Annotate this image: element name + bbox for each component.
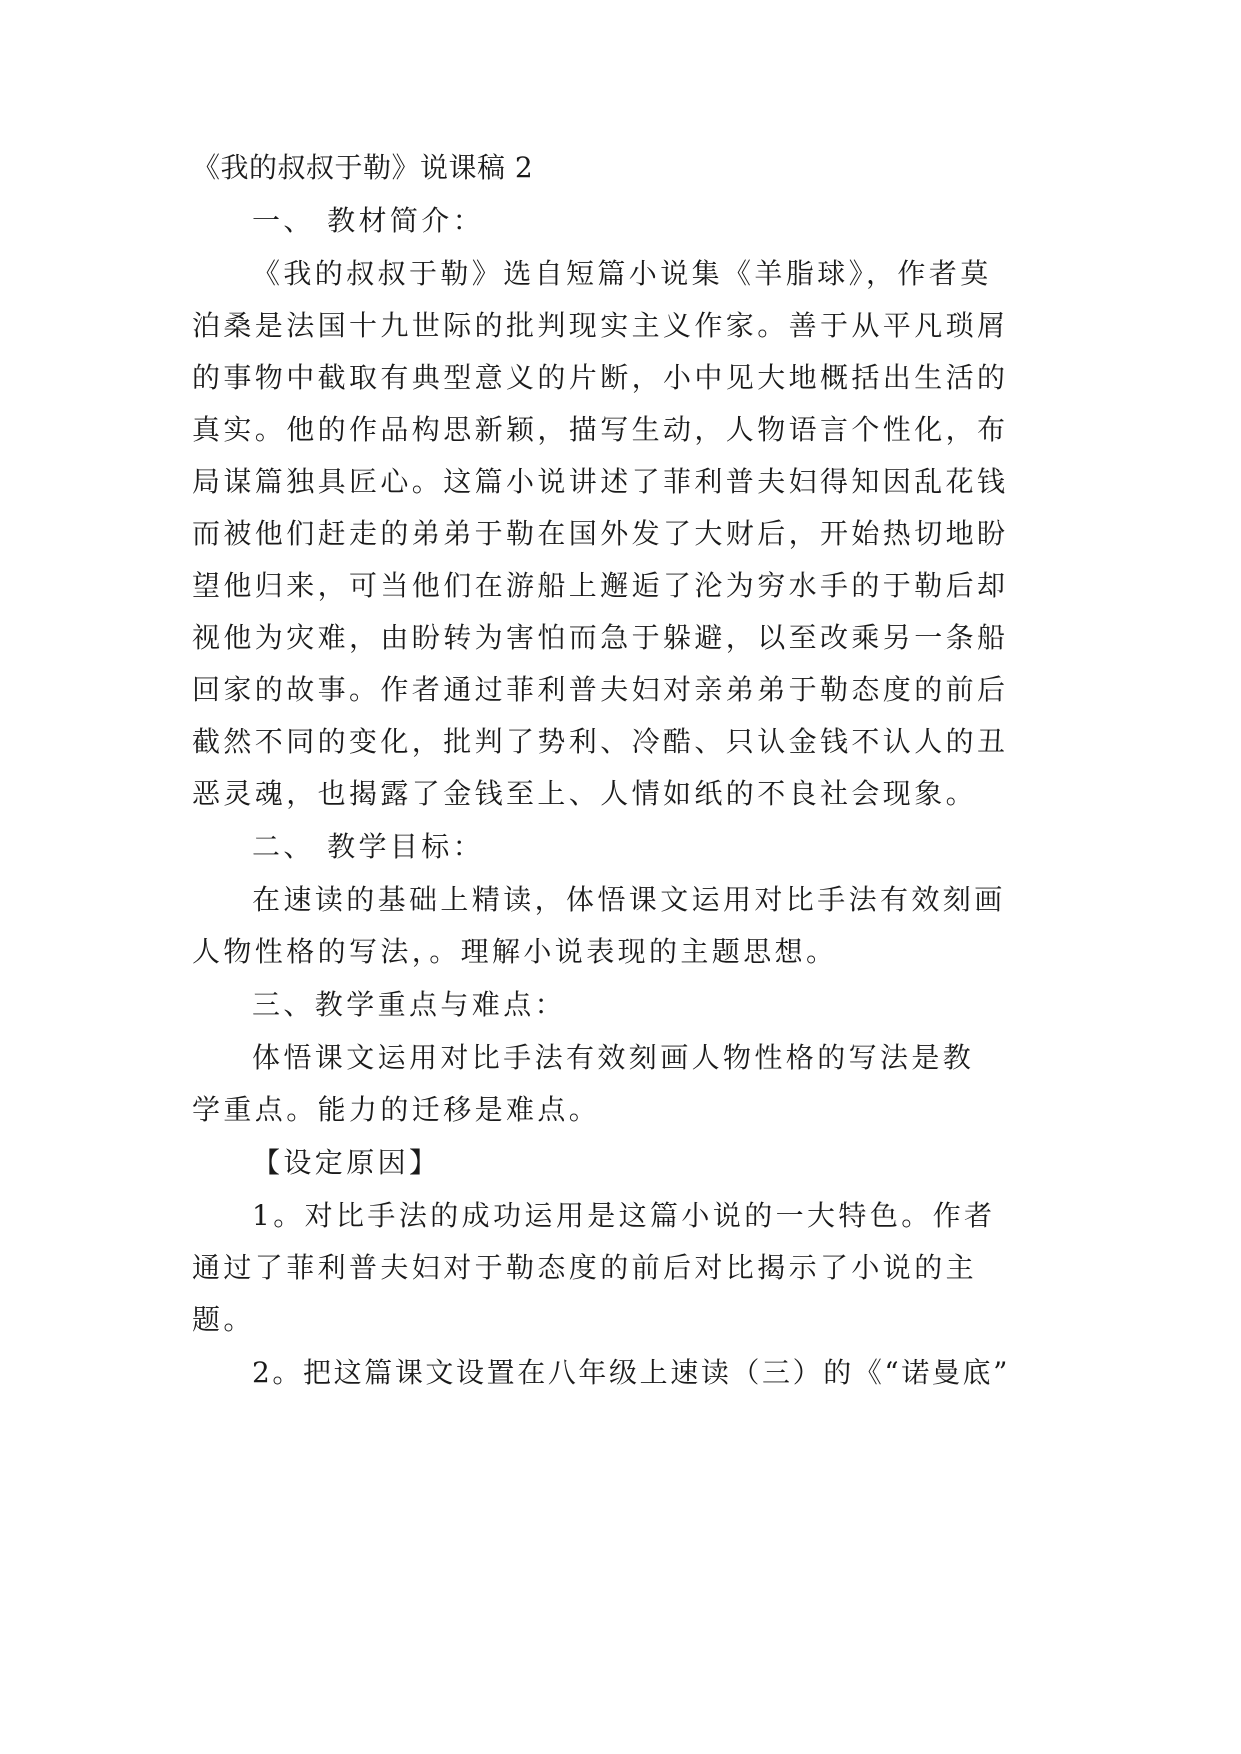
paragraph-line: 《我的叔叔于勒》选自短篇小说集《羊脂球》，作者莫 xyxy=(252,257,992,290)
section-heading-reasons: 【设定原因】 xyxy=(252,1146,441,1179)
paragraph-line: 截然不同的变化，批判了势利、冷酷、只认金钱不认人的丑 xyxy=(192,725,1009,758)
paragraph-line: 而被他们赶走的弟弟于勒在国外发了大财后，开始热切地盼 xyxy=(192,517,1009,550)
paragraph-line: 泊桑是法国十九世际的批判现实主义作家。善于从平凡琐屑 xyxy=(192,309,1009,342)
paragraph-line: 恶灵魂，也揭露了金钱至上、人情如纸的不良社会现象。 xyxy=(192,777,978,810)
paragraph-line: 学重点。能力的迁移是难点。 xyxy=(192,1093,601,1126)
paragraph-line: 2。把这篇课文设置在八年级上速读（三）的《“诺曼底” xyxy=(252,1356,1011,1389)
paragraph-line: 局谋篇独具匠心。这篇小说讲述了菲利普夫妇得知因乱花钱 xyxy=(192,465,1009,498)
paragraph-line: 题。 xyxy=(192,1303,255,1336)
paragraph-line: 人物性格的写法，。理解小说表现的主题思想。 xyxy=(192,935,838,968)
section-heading-key-points: 三、教学重点与难点： xyxy=(252,988,567,1021)
paragraph-line: 视他为灾难，由盼转为害怕而急于躲避，以至改乘另一条船 xyxy=(192,621,1009,654)
paragraph-line: 在速读的基础上精读，体悟课文运用对比手法有效刻画 xyxy=(252,883,1006,916)
paragraph-line: 望他归来，可当他们在游船上邂逅了沦为穷水手的于勒后却 xyxy=(192,569,1009,602)
paragraph-line: 通过了菲利普夫妇对于勒态度的前后对比揭示了小说的主 xyxy=(192,1251,978,1284)
section-heading-materials: 一、 教材简介： xyxy=(252,204,485,237)
paragraph-line: 体悟课文运用对比手法有效刻画人物性格的写法是教 xyxy=(252,1041,975,1074)
paragraph-line: 回家的故事。作者通过菲利普夫妇对亲弟弟于勒态度的前后 xyxy=(192,673,1009,706)
paragraph-line: 1。对比手法的成功运用是这篇小说的一大特色。作者 xyxy=(252,1199,996,1232)
document-title: 《我的叔叔于勒》说课稿 2 xyxy=(192,151,534,184)
section-heading-goals: 二、 教学目标： xyxy=(252,830,485,863)
paragraph-line: 的事物中截取有典型意义的片断，小中见大地概括出生活的 xyxy=(192,361,1009,394)
paragraph-line: 真实。他的作品构思新颖，描写生动，人物语言个性化，布 xyxy=(192,413,1009,446)
